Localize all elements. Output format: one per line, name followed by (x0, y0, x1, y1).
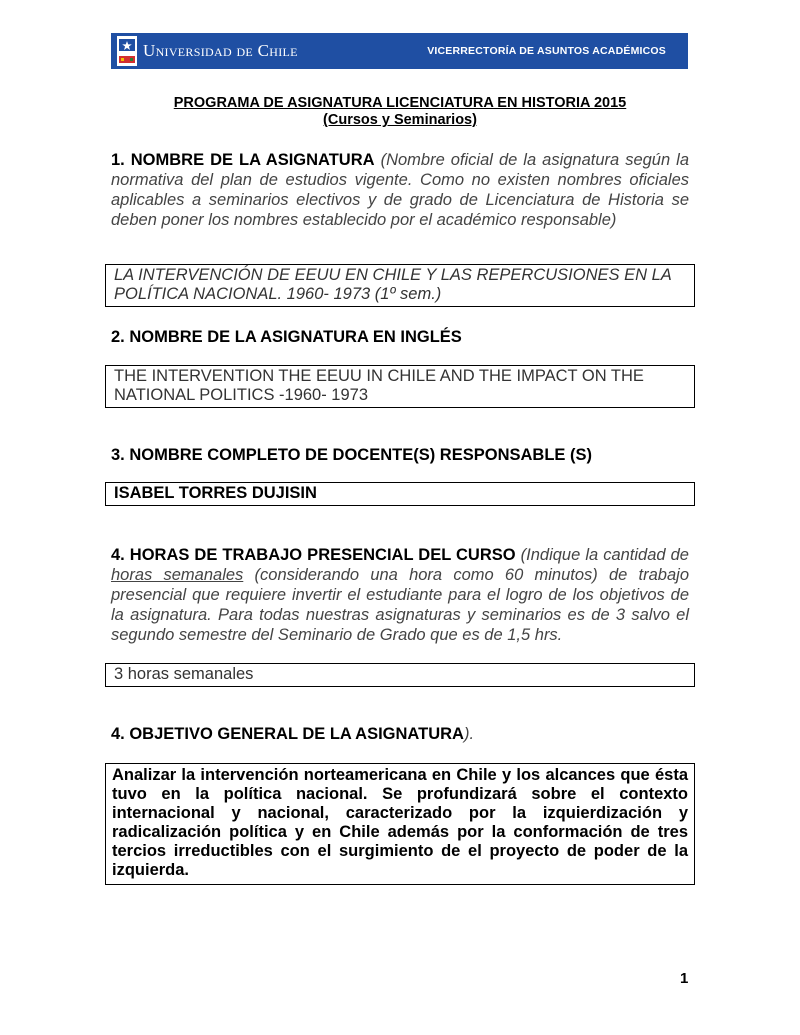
section-5-title: 4. OBJETIVO GENERAL DE LA ASIGNATURA (111, 725, 464, 743)
section-4-note-post: (considerando una hora como 60 minutos) de trabajo presencial que requiere invertir el estudiante para el logro de los objetivos de la asignatura. Para todas nuestras asignaturas y seminarios es de 3 salvo el segundo semestre del Seminario de Grado que es de 1,5 hrs. (111, 566, 689, 644)
header-banner (111, 33, 688, 69)
office-name: VICERRECTORÍA DE ASUNTOS ACADÉMICOS (427, 45, 666, 57)
english-name-box: THE INTERVENTION THE EEUU IN CHILE AND THE IMPACT ON THE NATIONAL POLITICS -1960- 1973 (105, 365, 695, 408)
course-name-box: LA INTERVENCIÓN DE EEUU EN CHILE Y LAS REPERCUSIONES EN LA POLÍTICA NACIONAL. 1960- 1973 (1º sem.) (105, 264, 695, 307)
section-1-heading (111, 150, 689, 230)
document-subtitle: (Cursos y Seminarios) (323, 112, 477, 128)
section-1-title: 1. NOMBRE DE LA ASIGNATURA (111, 151, 375, 169)
section-3-title: 3. NOMBRE COMPLETO DE DOCENTE(S) RESPONSABLE (S) (111, 446, 592, 464)
general-objective-box: Analizar la intervención norteamericana en Chile y los alcances que ésta tuvo en la política nacional. Se profundizará sobre el contexto internacional y nacional, caracterizado por la izquierdización y radicalización política y en Chile además por la conformación de tres tercios irreductibles con el surgimiento de el proyecto de poder de la izquierda. (105, 763, 695, 885)
weekly-hours-box: 3 horas semanales (105, 663, 695, 687)
section-3-heading (111, 445, 689, 465)
section-4-title: 4. HORAS DE TRABAJO PRESENCIAL DEL CURSO (111, 546, 516, 564)
section-4-heading (111, 545, 689, 645)
section-4-note-pre: (Indique la cantidad de (520, 546, 689, 564)
university-name: Universidad de Chile (143, 41, 298, 60)
section-5-heading (111, 724, 689, 744)
section-2-title: 2. NOMBRE DE LA ASIGNATURA EN INGLÉS (111, 328, 462, 346)
page-number: 1 (680, 970, 689, 987)
section-1-note: (Nombre oficial de la asignatura según la normativa del plan de estudios vigente. Como no existen nombres oficiales aplicables a seminarios electivos y de grado de Licenciatura de Historia se deben poner los nombres establecido por el académico responsable) (111, 151, 689, 229)
section-4-note-underlined: horas semanales (111, 566, 244, 584)
university-crest-icon (117, 36, 137, 66)
section-5-suffix: ). (463, 725, 475, 743)
instructor-box: ISABEL TORRES DUJISIN (105, 482, 695, 506)
section-2-heading (111, 327, 689, 347)
document-title: PROGRAMA DE ASIGNATURA LICENCIATURA EN HISTORIA 2015 (173, 95, 627, 111)
university-logo (111, 33, 298, 69)
